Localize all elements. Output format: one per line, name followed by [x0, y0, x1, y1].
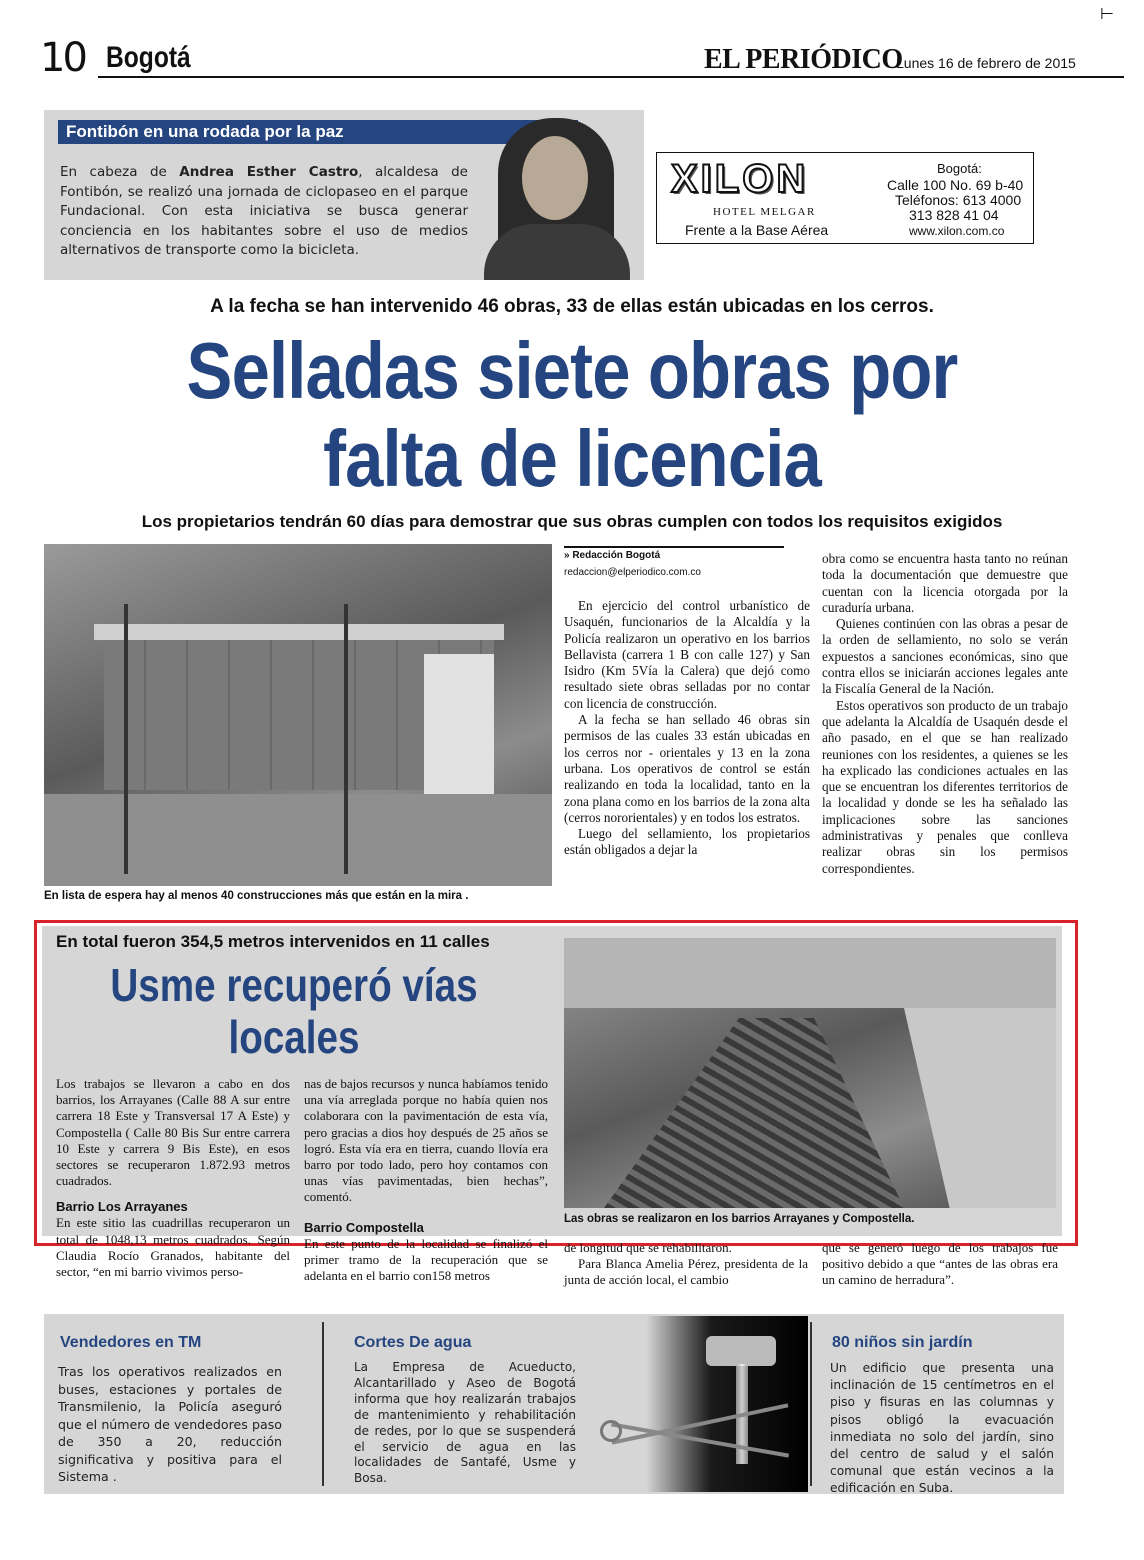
main-col1-p1: En ejercicio del control urbanístico de Usaquén, funcionarios de la Alcaldía y la Policía realizaron un operativo en los barrios Bellavista (carrera 1 B con calle 127) y San Isidro (Km 5Vía la Calera) que dejó como resultado siete obras selladas por no contar con licencia de construcción. [564, 598, 810, 711]
header-rule [98, 76, 1124, 78]
page-number: 10 [40, 35, 85, 81]
usme-col1-p1: Los trabajos se llevaron a cabo en dos barrios, los Arrayanes (Calle 88 A sur entre carrera 18 Este y Transversal 17 A Este) y Compostella ( Calle 80 Bis Sur entre carrera 10 Este y carrera 9 Bis Este), en esos sectores se recuperaron 1.872.93 metros cuadrados. [56, 1076, 290, 1189]
usme-kicker: En total fueron 354,5 metros intervenidos en 11 calles [56, 932, 490, 951]
usme-col1-p2: En este sitio las cuadrillas recuperaron un total de 1048,13 metros cuadrados. Según Claudia Rocío Granados, habitante del sector, “en mi barrio vivimos perso- [56, 1215, 290, 1280]
ad-phone2: 313 828 41 04 [909, 207, 999, 223]
main-col2-p1: obra como se encuentra hasta tanto no reúnan toda la documentación que demuestre que cuentan con la licencia otorgada por la curaduría urbana. [822, 551, 1068, 615]
main-headline-2: falta de licencia [323, 414, 821, 503]
usme-col-2 [304, 1076, 548, 1284]
usme-col-4 [822, 1240, 1058, 1289]
usme-col3-p1: de longitud que se rehabilitaron. [564, 1240, 732, 1255]
main-photo-caption: En lista de espera hay al menos 40 construcciones más que están en la mira . [44, 890, 469, 902]
usme-sub-1: Barrio Los Arrayanes [56, 1199, 188, 1215]
main-subhead: Los propietarios tendrán 60 días para demostrar que sus obras cumplen con todos los requisitos exigidos [141, 512, 1003, 531]
main-col2-p2: Quienes continúen con las obras a pesar de la orden de sellamiento, no solo se verán expuestos a sanciones económicas, sino que contra ellos se iniciarán acciones legales ante la Fiscalía General de la Nación. [822, 616, 1068, 697]
fontibon-name: Andrea Esther Castro [179, 164, 359, 180]
construction-site-photo [44, 544, 552, 886]
main-col1-p3: Luego del sellamiento, los propietarios están obligados a dejar la [564, 826, 810, 858]
issue-date: Lunes 16 de febrero de 2015 [896, 55, 1076, 71]
usme-sub-2: Barrio Compostella [304, 1219, 424, 1235]
ad-brand: XILON [671, 157, 809, 201]
bottom-divider-1 [322, 1322, 324, 1486]
section-name: Bogotá [106, 41, 191, 74]
usme-col4-p1: que se generó luego de los trabajos fue positivo debido a que “antes de las obras era un camino de herradura”. [822, 1240, 1058, 1288]
xilon-ad [656, 152, 1034, 244]
brief-1-title: Vendedores en TM [60, 1334, 202, 1351]
usme-col3-p2: Para Blanca Amelia Pérez, presidenta de la junta de acción local, el cambio [564, 1256, 808, 1288]
brief-3-text: Un edificio que presenta una inclinación de 15 centímetros en el piso y fisuras en las columnas y pisos obligó la evacuación inmediata no solo del jardín, sino del centro de salud y el salón comunal que están vecinos a la edificación en Suba. [830, 1361, 1054, 1496]
ad-city: Bogotá: [937, 161, 982, 176]
woman-portrait-photo [470, 114, 644, 280]
road-works-photo [564, 938, 1056, 1208]
brief-3-title: 80 niños sin jardín [832, 1334, 973, 1351]
main-email: redaccion@elperiodico.com.co [564, 567, 701, 578]
main-byline: » Redacción Bogotá [564, 550, 661, 561]
ad-sub: HOTEL MELGAR [713, 206, 816, 218]
masthead: EL PERIÓDICO [704, 44, 903, 75]
main-col1-p2: A la fecha se han sellado 46 obras sin permisos de las cuales 33 están ubicadas en los cerros nor - orientales y 13 en la zona urbana. Los operativos de control se están realizando en toda la localidad, tanto en la zona plana como en los barrios de la zona alta (cerros nororientales) y en todos los estratos. [564, 712, 810, 825]
fontibon-text [60, 163, 468, 261]
usme-col-3 [564, 1240, 808, 1289]
main-col2-p3: Estos operativos son producto de un trabajo que adelanta la Alcaldía de Usaquén desde el año pasado, en el que se han realizado reuniones con los residentes, a quienes se les ha explicado las condiciones actuales en las que se encuentran los diferentes territorios de la localidad y donde se les ha señalado las implicaciones sobre las sanciones administrativas y penales que conlleva realizar obras sin los permisos correspondientes. [822, 697, 1068, 876]
main-headline-1: Selladas siete obras por [186, 326, 958, 415]
brief-2-title: Cortes De agua [354, 1334, 472, 1351]
fontibon-text-before: En cabeza de [60, 164, 180, 180]
main-kicker: A la fecha se han intervenido 46 obras, 33 de ellas están ubicadas en los cerros. [210, 296, 934, 317]
water-faucet-scissors-image [586, 1316, 808, 1492]
ad-tagline: Frente a la Base Aérea [685, 222, 829, 238]
usme-col2-p2: En este punto de la localidad se finalizó el primer tramo de la recuperación que se adelanta en el barrio con158 metros [304, 1235, 548, 1284]
fontibon-text-after: , alcaldesa de Fontibón, se realizó una jornada de ciclopaseo en el parque Fundacional. Con esta iniciativa se busca generar conciencia en los habitantes sobre el uso de medios alternativos de transporte como la bicicleta. [60, 164, 468, 258]
usme-col-1 [56, 1076, 290, 1280]
ad-phone1: Teléfonos: 613 4000 [895, 192, 1022, 208]
fontibon-title: Fontibón en una rodada por la paz [66, 122, 344, 141]
usme-headline-1: Usme recuperó vías [110, 959, 478, 1011]
corner-mark-icon: ⊢ [1100, 6, 1114, 23]
main-col-1 [564, 598, 810, 859]
usme-photo-caption: Las obras se realizaron en los barrios Arrayanes y Compostella. [564, 1213, 915, 1225]
ad-web: www.xilon.com.co [909, 224, 1005, 238]
main-col-2 [822, 551, 1068, 877]
page-header [40, 36, 1080, 82]
brief-1-text: Tras los operativos realizados en buses, estaciones y portales de Transmilenio, la Policía aseguró que el número de vendedores paso de 350 a 20, reducción significativa y positiva para el Sistema . [58, 1364, 282, 1484]
usme-col2-p1: nas de bajos recursos y nunca habíamos tenido una vía arreglada porque no había quien nos colaborara con la pavimentación de esta vía, pero gracias a dios hoy después de 25 años se logró. Esta vía era en tierra, cuando llovía era barro por todo lado, pero hoy contamos con unas vías pavimentadas, bien hechas”, comentó. [304, 1076, 548, 1205]
bottom-divider-2 [810, 1322, 812, 1486]
usme-headline-2: locales [228, 1011, 360, 1063]
byline-rule [564, 546, 784, 548]
ad-address: Calle 100 No. 69 b-40 [887, 177, 1024, 193]
brief-2-text: La Empresa de Acueducto, Alcantarillado y Aseo de Bogotá informa que hoy realizarán trabajos de mantenimiento y rehabilitación de redes, por lo que se suspenderá el servicio de agua en las localidades de Santafé, Usme y Bosa. [354, 1360, 576, 1486]
